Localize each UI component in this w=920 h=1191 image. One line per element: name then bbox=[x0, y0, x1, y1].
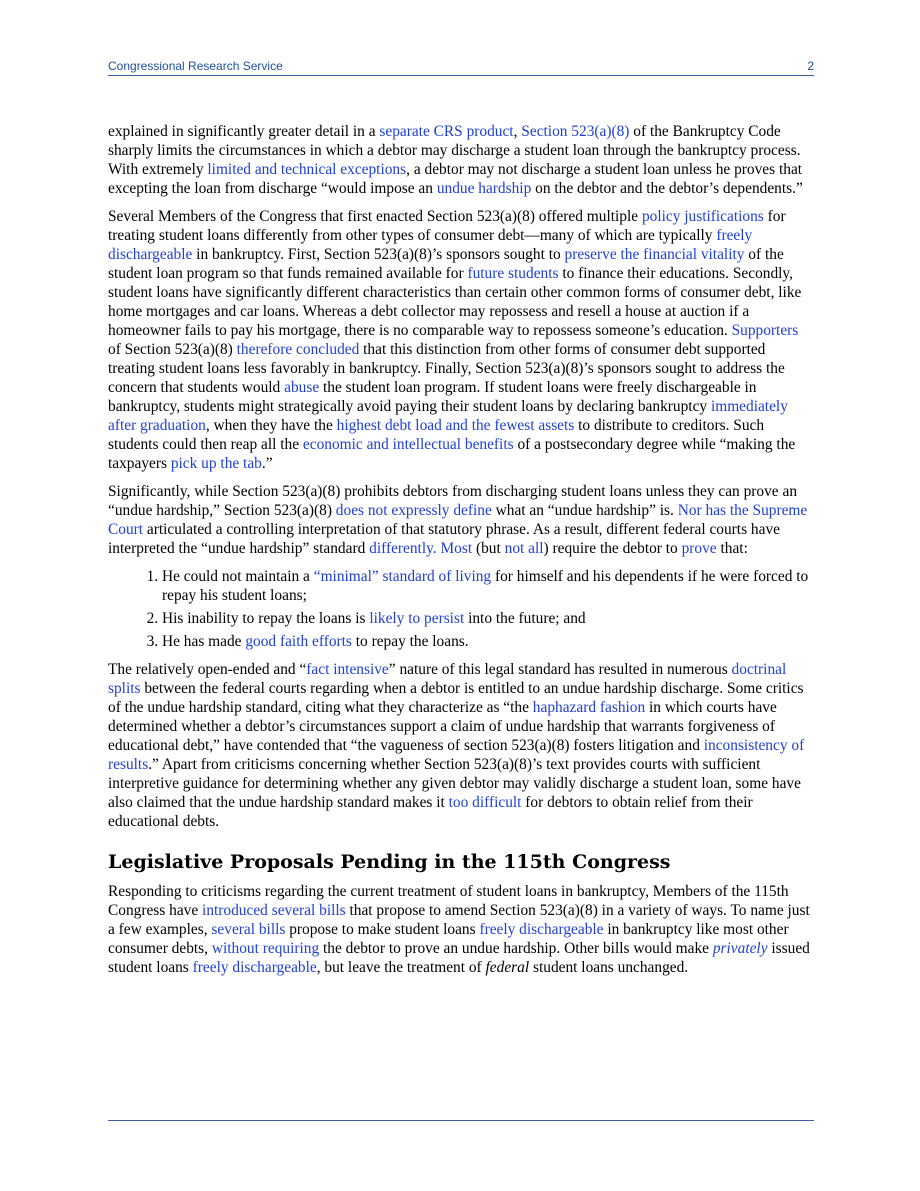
text-run-emphasis: federal bbox=[485, 959, 530, 976]
link-too-difficult[interactable]: too difficult bbox=[448, 794, 522, 811]
text-run: His inability to repay the loans is bbox=[162, 610, 370, 627]
link-does-not-expressly-define[interactable]: does not expressly define bbox=[335, 502, 492, 519]
text-run: the debtor to prove an undue hardship. Other bills would make bbox=[319, 940, 713, 957]
text-run: for treating student loans differently from other types of consumer debt—many of which are typically bbox=[108, 208, 786, 244]
link-immediately-after-graduation[interactable]: immediately after graduation bbox=[108, 398, 788, 434]
text-run: in bankruptcy like most other consumer debts, bbox=[108, 921, 789, 957]
text-run: , bbox=[513, 123, 522, 140]
text-run: Several Members of the Congress that first enacted Section 523(a)(8) offered multiple bbox=[108, 208, 642, 225]
list-item bbox=[162, 567, 814, 605]
text-run: , but leave the treatment of bbox=[316, 959, 486, 976]
text-run: Significantly, while Section 523(a)(8) prohibits debtors from discharging student loans unless they can prove an “undue hardship,” Section 523(a)(8) bbox=[108, 483, 798, 519]
link-policy-justifications[interactable]: policy justifications bbox=[641, 208, 764, 225]
text-run: that propose to amend Section 523(a)(8) in a variety of ways. To name just a few examples, bbox=[108, 902, 810, 938]
text-run: .” bbox=[261, 455, 273, 472]
link-without-requiring[interactable]: without requiring bbox=[211, 940, 320, 957]
text-run: to finance their educations. Secondly, student loans have significantly different characteristics than certain other common forms of consumer debt, like home mortgages and car loans. Whereas a debt collector may repossess and resell a house at auction if a homeowner fails to pay his mortgage, there is no comparable way to repossess someone’s education. bbox=[108, 265, 802, 339]
page-number: 2 bbox=[807, 59, 814, 73]
undue-hardship-criteria-list bbox=[108, 567, 814, 651]
link-supporters[interactable]: Supporters bbox=[731, 322, 799, 339]
link-inconsistency-of-results[interactable]: inconsistency of results bbox=[108, 737, 805, 773]
link-future-students[interactable]: future students bbox=[467, 265, 559, 282]
link-not-all[interactable]: not all bbox=[504, 540, 544, 557]
link-prove[interactable]: prove bbox=[681, 540, 717, 557]
paragraph bbox=[108, 882, 814, 977]
link-section-523a8[interactable]: Section 523(a)(8) bbox=[521, 123, 630, 140]
text-run: of a postsecondary degree while “making the taxpayers bbox=[108, 436, 796, 472]
list-item bbox=[162, 609, 814, 628]
text-run: of Section 523(a)(8) bbox=[108, 341, 237, 358]
body-text bbox=[108, 122, 814, 986]
paragraph bbox=[108, 207, 814, 473]
text-run: , a debtor may not discharge a student loan unless he proves that excepting the loan from discharge “would impose an bbox=[108, 161, 803, 197]
link-fact-intensive[interactable]: fact intensive bbox=[306, 661, 389, 678]
text-run: student loans unchanged. bbox=[529, 959, 689, 976]
link-minimal-standard-of-living[interactable]: “minimal” standard of living bbox=[313, 568, 492, 585]
text-run: issued student loans bbox=[108, 940, 810, 976]
text-run: ) require the debtor to bbox=[543, 540, 682, 557]
paragraph bbox=[108, 660, 814, 831]
text-run: of the student loan program so that funds remained available for bbox=[108, 246, 784, 282]
text-run: The relatively open-ended and “ bbox=[108, 661, 307, 678]
text-run: ” nature of this legal standard has resulted in numerous bbox=[388, 661, 732, 678]
text-run: the student loan program. If student loans were freely dischargeable in bankruptcy, students might strategically avoid paying their student loans by declaring bankruptcy bbox=[108, 379, 757, 415]
text-run: He has made bbox=[162, 633, 246, 650]
text-run: to distribute to creditors. Such students could then reap all the bbox=[108, 417, 765, 453]
link-pick-up-the-tab[interactable]: pick up the tab bbox=[170, 455, 262, 472]
text-run: on the debtor and the debtor’s dependents.” bbox=[531, 180, 803, 197]
link-privately[interactable]: privately bbox=[712, 940, 768, 957]
link-limited-technical-exceptions[interactable]: limited and technical exceptions bbox=[207, 161, 407, 178]
paragraph bbox=[108, 122, 814, 198]
link-highest-debt-load[interactable]: highest debt load and the fewest assets bbox=[336, 417, 575, 434]
text-run: between the federal courts regarding when a debtor is entitled to an undue hardship discharge. Some critics of the undue hardship standard, citing what they characterize as “the bbox=[108, 680, 804, 716]
link-freely-dischargeable[interactable]: freely dischargeable bbox=[479, 921, 604, 938]
text-run: into the future; and bbox=[464, 610, 586, 627]
text-run: Responding to criticisms regarding the current treatment of student loans in bankruptcy, Members of the 115th Congress have bbox=[108, 883, 789, 919]
text-run: that this distinction from other forms of consumer debt supported treating student loans less favorably in bankruptcy. Finally, Section 523(a)(8)’s sponsors sought to address the concern that students would bbox=[108, 341, 785, 396]
text-run: articulated a controlling interpretation of that statutory phrase. As a result, different federal courts have interpreted the “undue hardship” standard bbox=[108, 521, 780, 557]
text-run: (but bbox=[472, 540, 505, 557]
link-good-faith-efforts[interactable]: good faith efforts bbox=[245, 633, 352, 650]
link-economic-intellectual-benefits[interactable]: economic and intellectual benefits bbox=[302, 436, 514, 453]
link-several-bills[interactable]: several bills bbox=[211, 921, 286, 938]
link-doctrinal-splits[interactable]: doctrinal splits bbox=[108, 661, 787, 697]
link-freely-dischargeable-private[interactable]: freely dischargeable bbox=[192, 959, 317, 976]
text-run: in which courts have determined whether a debtor’s circumstances support a claim of undue hardship that warrants forgiveness of educational debt,” have contended that “the vagueness of section 523(a)(8) fosters litigation and bbox=[108, 699, 777, 754]
text-run: for debtors to obtain relief from their educational debts. bbox=[108, 794, 753, 830]
link-differently-most[interactable]: differently. Most bbox=[369, 540, 473, 557]
text-run: in bankruptcy. First, Section 523(a)(8)’s sponsors sought to bbox=[192, 246, 565, 263]
text-run: , when they have the bbox=[205, 417, 337, 434]
link-likely-to-persist[interactable]: likely to persist bbox=[369, 610, 465, 627]
text-run: .” Apart from criticisms concerning whether Section 523(a)(8)’s text provides courts with sufficient interpretive guidance for determining whether any given debtor may validly discharge a student loan, some have also claimed that the undue hardship standard makes it bbox=[108, 756, 801, 811]
link-separate-crs-product[interactable]: separate CRS product bbox=[379, 123, 514, 140]
link-undue-hardship[interactable]: undue hardship bbox=[436, 180, 532, 197]
text-run: propose to make student loans bbox=[285, 921, 480, 938]
text-run: of the Bankruptcy Code sharply limits the circumstances in which a debtor may discharge a student loan through the bankruptcy process. With extremely bbox=[108, 123, 801, 178]
text-run: He could not maintain a bbox=[162, 568, 314, 585]
link-haphazard-fashion[interactable]: haphazard fashion bbox=[532, 699, 646, 716]
link-freely-dischargeable[interactable]: freely dischargeable bbox=[108, 227, 753, 263]
link-nor-has-the-supreme-court[interactable]: Nor has the Supreme Court bbox=[108, 502, 808, 538]
text-run: for himself and his dependents if he were forced to repay his student loans; bbox=[162, 568, 809, 604]
text-run: that: bbox=[716, 540, 748, 557]
link-abuse[interactable]: abuse bbox=[284, 379, 320, 396]
footer-rule bbox=[108, 1120, 814, 1121]
text-run: explained in significantly greater detail in a bbox=[108, 123, 380, 140]
header-source: Congressional Research Service bbox=[108, 59, 283, 73]
section-heading: Legislative Proposals Pending in the 115th Congress bbox=[108, 851, 671, 873]
link-therefore-concluded[interactable]: therefore concluded bbox=[236, 341, 360, 358]
text-run: to repay the loans. bbox=[351, 633, 469, 650]
link-preserve-financial-vitality[interactable]: preserve the financial vitality bbox=[564, 246, 745, 263]
list-item bbox=[162, 632, 814, 651]
running-header bbox=[108, 59, 814, 76]
text-run: what an “undue hardship” is. bbox=[491, 502, 678, 519]
paragraph bbox=[108, 482, 814, 558]
link-introduced-several-bills[interactable]: introduced several bills bbox=[202, 902, 346, 919]
